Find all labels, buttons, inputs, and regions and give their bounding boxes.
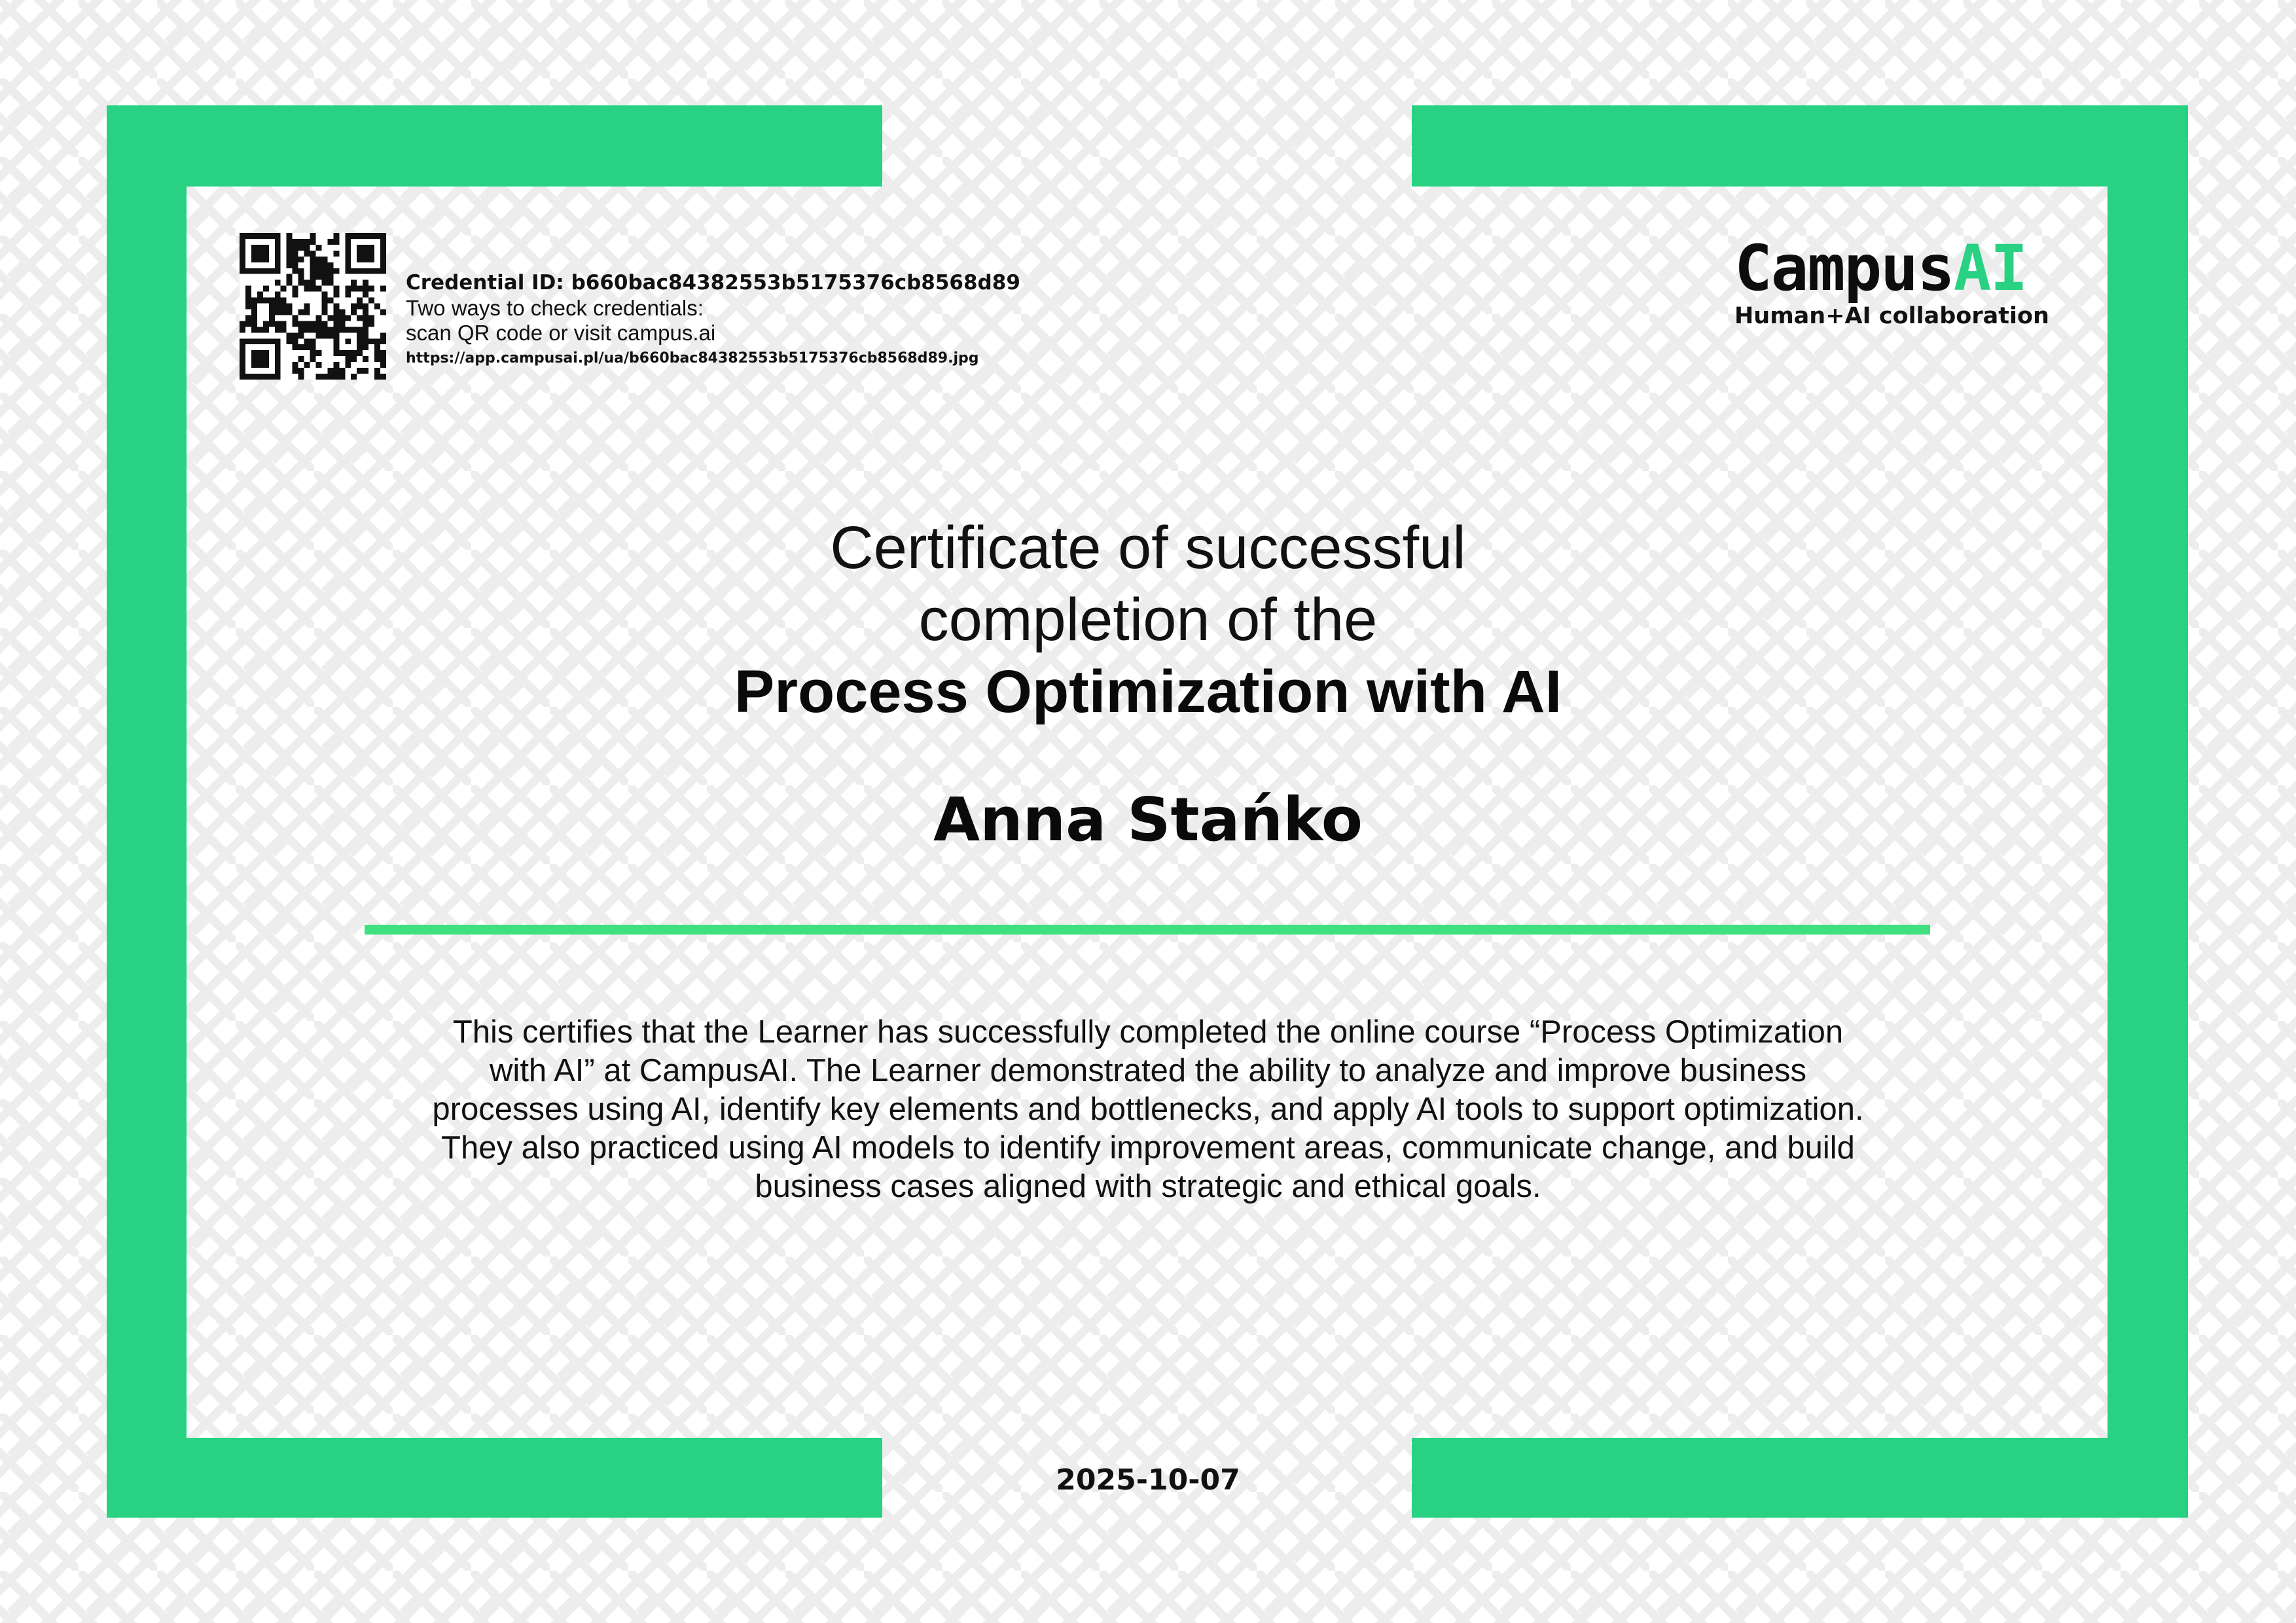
certificate-title bbox=[493, 512, 1803, 728]
certificate-description: This certifies that the Learner has successfully completed the online course “Process Optimization with AI” at CampusAI. The Learner demonstrated the ability to analyze and improve business processes using AI, identify key elements and bottlenecks, and apply AI tools to support optimization. They also practiced using AI models to identify improvement areas, communicate change, and build business cases aligned with strategic and ethical goals. bbox=[432, 1014, 1864, 1204]
qr-code-icon[interactable] bbox=[240, 233, 386, 380]
issue-date: 2025-10-07 bbox=[1056, 1463, 1240, 1497]
divider bbox=[365, 925, 1930, 935]
logo-campus-text: Campus bbox=[1734, 232, 1954, 305]
frame-top-right bbox=[1412, 105, 2188, 187]
credential-url-link[interactable]: https://app.campusai.pl/ua/b660bac84382553b5175376cb8568d89.jpg bbox=[406, 350, 979, 366]
title-line-2: completion of the bbox=[918, 586, 1378, 653]
credential-check-line-2: scan QR code or visit campus.ai bbox=[406, 321, 716, 345]
frame-right bbox=[2108, 105, 2188, 1518]
frame-top-left bbox=[107, 105, 882, 187]
course-name: Process Optimization with AI bbox=[734, 658, 1562, 725]
title-line-1: Certificate of successful bbox=[830, 514, 1466, 581]
frame-bottom-left bbox=[107, 1438, 882, 1518]
logo-ai-text: AI bbox=[1953, 232, 2027, 305]
logo-tagline: Human+AI collaboration bbox=[1734, 303, 2049, 329]
logo-wordmark bbox=[1734, 232, 2049, 304]
credential-info bbox=[406, 270, 1126, 372]
frame-bottom-right bbox=[1412, 1438, 2188, 1518]
frame-left bbox=[107, 105, 187, 1518]
credential-check-line-1: Two ways to check credentials: bbox=[406, 296, 704, 320]
learner-name: Anna Stańko bbox=[933, 785, 1363, 855]
credential-id: Credential ID: b660bac84382553b5175376cb8568d89 bbox=[406, 271, 1020, 294]
campusai-logo bbox=[1734, 232, 2049, 330]
